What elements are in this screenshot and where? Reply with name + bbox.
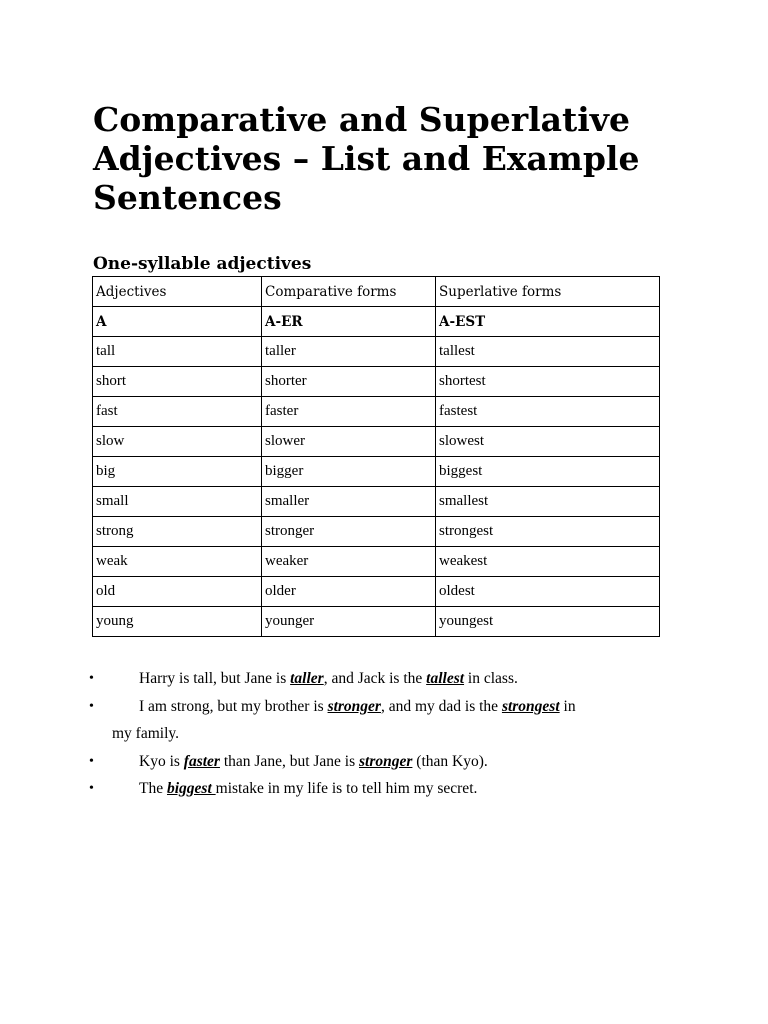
superlative-cell: youngest (436, 607, 660, 637)
highlighted-word: taller (290, 670, 324, 687)
sentence-text: Harry is tall, but Jane is (139, 670, 291, 687)
sentence-text: , and Jack is the (323, 670, 427, 687)
comparative-cell: shorter (262, 367, 436, 397)
section-title: One-syllable adjectives (93, 254, 312, 274)
adjectives-table (92, 276, 660, 637)
sentence-continuation: my family. (112, 725, 180, 742)
comparative-cell: taller (262, 337, 436, 367)
adjective-cell: short (93, 367, 262, 397)
adjective-cell: fast (93, 397, 262, 427)
sentence-text: , and my dad is the (380, 697, 502, 715)
form-cell: A-ER (262, 307, 436, 337)
superlative-cell: oldest (436, 577, 660, 607)
bullet-icon: • (89, 671, 94, 686)
comparative-cell: faster (262, 397, 436, 427)
example-sentence (0, 693, 768, 748)
bullet-icon: • (89, 781, 94, 796)
table-row (93, 367, 660, 397)
table-row (93, 607, 660, 637)
table-row (93, 457, 660, 487)
example-sentence (0, 665, 768, 693)
table-row (93, 517, 660, 547)
highlighted-word: strongest (501, 697, 560, 715)
comparative-cell: stronger (262, 517, 436, 547)
table-form-row (93, 307, 660, 337)
superlative-cell: tallest (436, 337, 660, 367)
highlighted-word: tallest (426, 670, 465, 687)
comparative-cell: bigger (262, 457, 436, 487)
adjective-cell: weak (93, 547, 262, 577)
superlative-cell: strongest (436, 517, 660, 547)
adjective-cell: big (93, 457, 262, 487)
highlighted-word: stronger (327, 697, 381, 715)
sentence-text: in class. (464, 670, 518, 687)
table-row (93, 427, 660, 457)
superlative-cell: shortest (436, 367, 660, 397)
comparative-cell: older (262, 577, 436, 607)
highlighted-word: biggest (166, 780, 216, 797)
table-row (93, 547, 660, 577)
comparative-cell: smaller (262, 487, 436, 517)
highlighted-word: faster (183, 752, 220, 770)
sentence-text: than Jane, but Jane is (219, 752, 360, 770)
comparative-cell: weaker (262, 547, 436, 577)
comparative-cell: younger (262, 607, 436, 637)
table-header-row (93, 277, 660, 307)
sentence-text: (than Kyo). (412, 752, 488, 770)
sentence-text: I am strong, but my brother is (139, 697, 328, 715)
superlative-cell: weakest (436, 547, 660, 577)
table-row (93, 337, 660, 367)
header-cell: Superlative forms (436, 277, 660, 307)
form-cell: A (93, 307, 262, 337)
adjective-cell: old (93, 577, 262, 607)
sentence-text: Kyo is (139, 752, 184, 770)
form-cell: A-EST (436, 307, 660, 337)
superlative-cell: slowest (436, 427, 660, 457)
table-row (93, 577, 660, 607)
highlighted-word: stronger (359, 752, 413, 770)
adjective-cell: small (93, 487, 262, 517)
header-cell: Comparative forms (262, 277, 436, 307)
adjective-cell: tall (93, 337, 262, 367)
bullet-icon: • (89, 753, 94, 769)
superlative-cell: smallest (436, 487, 660, 517)
adjective-cell: strong (93, 517, 262, 547)
superlative-cell: fastest (436, 397, 660, 427)
sentence-text: The (139, 780, 167, 797)
table-row (93, 487, 660, 517)
adjective-cell: slow (93, 427, 262, 457)
sentence-text: in (559, 697, 576, 715)
example-sentence (0, 748, 768, 776)
comparative-cell: slower (262, 427, 436, 457)
header-cell: Adjectives (93, 277, 262, 307)
sentence-text: mistake in my life is to tell him my secret. (215, 780, 478, 797)
table-row (93, 397, 660, 427)
page-title: Comparative and Superlative Adjectives – List and Example Sentences (93, 100, 640, 217)
superlative-cell: biggest (436, 457, 660, 487)
example-sentence (0, 775, 768, 803)
adjective-cell: young (93, 607, 262, 637)
bullet-icon: • (89, 698, 94, 714)
example-sentences-list (0, 665, 768, 803)
